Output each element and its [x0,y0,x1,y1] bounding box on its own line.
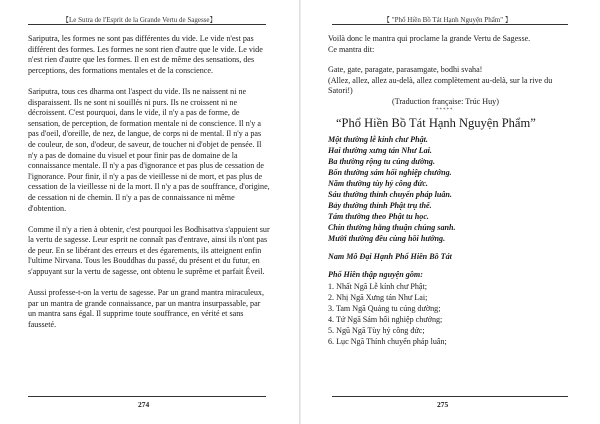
vow-item: 6. Lục Ngã Thỉnh chuyển pháp luân; [328,337,447,347]
paragraph: Comme il n'y a rien à obtenir, c'est pourquoi les Bodhisattva s'appuient sur la vertu de sagesse. Leur esprit ne connaît pas d'entrave, ainsi ils n'ont pas de peur. En se libérant des erreurs et des égarements, ils atteignent enfin l'ultime Nirvana. Tous les Bouddhas du passé, du présent et du futur, en s'appuyant sur la vertu de sagesse, ont obtenu le suprême et parfait Éveil. [28,224,270,277]
footer-rule [28,396,266,397]
footer-rule [332,396,568,397]
paragraph: Aussi professe-t-on la vertu de sagesse. Par un grand mantra miraculeux, par un mantra de grande connaissance, par un mantra insurpassable, par un mantra sans égal. Il supprime toute souffrance, en vérité et sans fausseté. [28,288,264,330]
right-page [300,0,600,424]
verse-line: Bốn thường sám hối nghiệp chướng. [328,167,452,177]
vow-item: 1. Nhất Ngã Lễ kính chư Phật; [328,281,428,291]
page-body [28,34,270,341]
page-body [328,34,566,347]
paragraph: Sariputra, tous ces dharma ont l'aspect du vide. Ils ne naissent ni ne disparaissent. Ils ne sont ni souillés ni purs. Ils ne croissent ni ne décroissent. C'est pourquoi, dans le vide, il n'y a pas de forme, de sensation, de perception, de formation mentale ni de conscience. Il n'y a pas d'oeil, d'oreille, de nez, de langue, de corps ni de mental. Il n'y a pas de couleur, de son, d'odeur, de saveur, de toucher ni d'objet de pensée. Il n'y a pas de domaine du visuel et pour finir pas de domaine de la connaissance mentale. Il n'y a pas d'ignorance et pas plus de cessation de l'ignorance. Pour finir, il n'y a pas de vieillesse ni de mort, et pas plus de cessation de la vieillesse ni de la mort. Il n'y a pas de souffrance, d'origine, de cessation ni de chemin. Il n'y a pas de connaissance ni même d'obtention. [28,86,270,213]
mantra-translation: (Allez, allez, allez au-delà, allez complètement au-delà, sur la rive du Satori!) [328,75,553,96]
vows-heading: Phổ Hiền thập nguyện gồm: [328,270,423,280]
vow-item: 2. Nhị Ngã Xưng tán Như Lai; [328,292,428,302]
header-rule [332,24,568,25]
verse-line: Mười thường đều cùng hồi hướng. [328,234,446,244]
mantra: Gate, gate, paragate, parasamgate, bodhi svaha! [328,65,483,75]
translator-credit: (Traduction française: Trúc Huy) [392,96,499,106]
page-number: 275 [437,400,449,409]
header-rule [28,24,266,25]
running-header: 【Le Sutra de l'Esprit de la Grande Vertu de Sagesse】 [62,16,217,24]
intro-line: Ce mantra dit: [328,44,375,54]
verse-line: Một thường lễ kính chư Phật. [328,134,428,144]
verse-line: Hai thường xưng tán Như Lai. [328,145,432,155]
running-header: 【 "Phổ Hiền Bồ Tát Hạnh Nguyện Phẩm" 】 [383,16,512,24]
paragraph: Sariputra, les formes ne sont pas différentes du vide. Le vide n'est pas différent des formes. Les formes ne sont rien d'autre que le vide. Le vide n'est rien d'autre que les formes. Il en est de même des sensations, des perceptions, des formations mentales et de la conscience. [28,34,263,75]
verse-line: Bảy thường thỉnh Phật trụ thế. [328,201,432,211]
intro-line: Voilà donc le mantra qui proclame la grande Vertu de Sagesse. [328,34,531,43]
vow-item: 4. Tứ Ngã Sám hối nghiệp chướng; [328,314,443,324]
page-number: 274 [138,400,150,409]
spacer [328,55,566,65]
verse-line: Tám thường theo Phật tu học. [328,212,429,222]
vow-item: 3. Tam Ngã Quảng tu cúng dường; [328,303,441,313]
verse-line: Sáu thường thỉnh chuyển pháp luân. [328,190,452,200]
verse-line: Ba thường rộng tu cúng dường. [328,156,436,166]
invocation: Nam Mô Đại Hạnh Phổ Hiền Bồ Tát [328,251,452,261]
chapter-title: “Phổ Hiền Bồ Tát Hạnh Nguyện Phẩm” [336,115,536,130]
vow-item: 5. Ngũ Ngã Tùy hỷ công đức; [328,326,425,336]
verse-line: Chín thường hằng thuận chúng sanh. [328,223,456,233]
verse-line: Năm thường tùy hỷ công đức. [328,178,428,188]
section-divider: ***** [436,107,454,113]
